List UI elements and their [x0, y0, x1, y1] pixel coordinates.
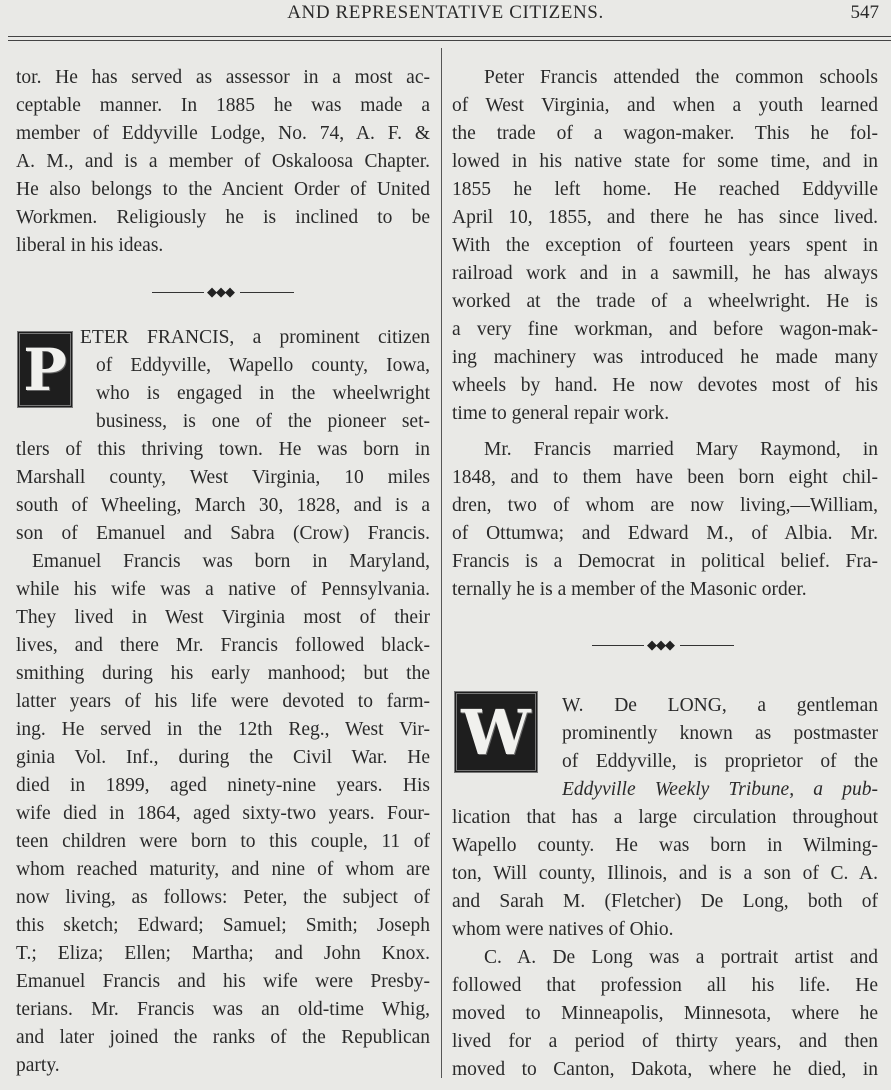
- dropcap-w: [454, 691, 538, 773]
- text-line: He also belongs to the Ancient Order of United: [16, 179, 430, 200]
- dropcap-letter: W: [461, 695, 531, 769]
- text-line: Wapello county. He was born in Wilming-: [452, 835, 878, 856]
- text-line: They lived in West Virginia most of their: [16, 607, 430, 628]
- text-line: railroad work and in a sawmill, he has always: [452, 263, 878, 284]
- running-head: AND REPRESENTATIVE CITIZENS.: [287, 2, 604, 23]
- text-line: Emanuel Francis was born in Maryland,: [32, 551, 430, 572]
- header-rule: [8, 36, 891, 37]
- text-line: T.; Eliza; Ellen; Martha; and John Knox.: [16, 943, 430, 964]
- text-line: tlers of this thriving town. He was born in: [16, 439, 430, 460]
- text-line: prominently known as postmaster: [562, 723, 878, 744]
- text-line: whom reached maturity, and nine of whom are: [16, 859, 430, 880]
- text-line: A. M., and is a member of Oskaloosa Chapter.: [16, 151, 430, 172]
- text-line: Emanuel Francis and his wife were Presby-: [16, 971, 430, 992]
- text-line: W. De LONG, a gentleman: [562, 695, 878, 716]
- text-line: ing. He served in the 12th Reg., West Vir-: [16, 719, 430, 740]
- text-line: while his wife was a native of Pennsylvania.: [16, 579, 430, 600]
- text-line: With the exception of fourteen years spent in: [452, 235, 878, 256]
- text-line: of Ottumwa; and Edward M., of Albia. Mr.: [452, 523, 878, 544]
- text-line: followed that profession all his life. He: [452, 975, 878, 996]
- text-line: this sketch; Edward; Samuel; Smith; Joseph: [16, 915, 430, 936]
- text-line: son of Emanuel and Sabra (Crow) Francis.: [16, 523, 430, 544]
- text-line: ton, Will county, Illinois, and is a son of C. A.: [452, 863, 878, 884]
- text-line: C. A. De Long was a portrait artist and: [484, 947, 878, 968]
- text-line: 1855 he left home. He reached Eddyville: [452, 179, 878, 200]
- text-line: moved to Minneapolis, Minnesota, where he: [452, 1003, 878, 1024]
- text-line: liberal in his ideas.: [16, 235, 164, 256]
- text-line: April 10, 1855, and there he has since lived.: [452, 207, 878, 228]
- text-line: wife died in 1864, aged sixty-two years. Four-: [16, 803, 430, 824]
- text-line: terians. Mr. Francis was an old-time Whig,: [16, 999, 430, 1020]
- text-line: now living, as follows: Peter, the subject of: [16, 887, 430, 908]
- text-line: of Eddyville, is proprietor of the: [562, 751, 878, 772]
- text-line: wheels by hand. He now devotes most of his: [452, 375, 878, 396]
- text-line: and Sarah M. (Fletcher) De Long, both of: [452, 891, 878, 912]
- text-line: who is engaged in the wheelwright: [96, 383, 430, 404]
- text-line: and later joined the ranks of the Republican: [16, 1027, 430, 1048]
- text-line: lication that has a large circulation throughout: [452, 807, 878, 828]
- text-line: party.: [16, 1055, 60, 1076]
- text-line: smithing during his early manhood; but the: [16, 663, 430, 684]
- section-divider-ornament: ◆◆◆: [592, 639, 734, 651]
- text-line: member of Eddyville Lodge, No. 74, A. F. &: [16, 123, 430, 144]
- text-line: tor. He has served as assessor in a most ac-: [16, 67, 430, 88]
- text-line: a very fine workman, and before wagon-mak-: [452, 319, 878, 340]
- section-divider-ornament: ◆◆◆: [152, 286, 294, 298]
- text-line: ing machinery was introduced he made many: [452, 347, 878, 368]
- text-line: Marshall county, West Virginia, 10 miles: [16, 467, 430, 488]
- text-line: ginia Vol. Inf., during the Civil War. He: [16, 747, 430, 768]
- text-line: latter years of his life were devoted to farm-: [16, 691, 430, 712]
- text-line: south of Wheeling, March 30, 1828, and is a: [16, 495, 430, 516]
- column-divider: [441, 48, 442, 1078]
- text-line: business, is one of the pioneer set-: [96, 411, 430, 432]
- text-line: ceptable manner. In 1885 he was made a: [16, 95, 430, 116]
- text-line: worked at the trade of a wheelwright. He is: [452, 291, 878, 312]
- page-number: 547: [850, 2, 879, 23]
- text-line: the trade of a wagon-maker. This he fol-: [452, 123, 878, 144]
- text-line: ETER FRANCIS, a prominent citizen: [80, 327, 430, 348]
- text-line: time to general repair work.: [452, 403, 670, 424]
- text-line: whom were natives of Ohio.: [452, 919, 674, 940]
- page-header: [0, 0, 891, 30]
- text-line: lived for a period of thirty years, and then: [452, 1031, 878, 1052]
- dropcap-letter: P: [23, 335, 67, 404]
- text-line: teen children were born to this couple, 11 of: [16, 831, 430, 852]
- text-line: lowed in his native state for some time, and in: [452, 151, 878, 172]
- text-line: 1848, and to them have been born eight chil-: [452, 467, 878, 488]
- text-line: lives, and there Mr. Francis followed black-: [16, 635, 430, 656]
- text-line: of West Virginia, and when a youth learned: [452, 95, 878, 116]
- header-rule-double: [8, 40, 891, 41]
- text-line: ternally he is a member of the Masonic order.: [452, 579, 807, 600]
- text-line: Peter Francis attended the common schools: [484, 67, 878, 88]
- text-line: died in 1899, aged ninety-nine years. His: [16, 775, 430, 796]
- text-line: Francis is a Democrat in political belief. Fra-: [452, 551, 878, 572]
- text-line: Eddyville Weekly Tribune, a pub-: [562, 779, 878, 800]
- text-line: of Eddyville, Wapello county, Iowa,: [96, 355, 430, 376]
- text-line: Workmen. Religiously he is inclined to be: [16, 207, 430, 228]
- text-line: moved to Canton, Dakota, where he died, in: [452, 1059, 878, 1080]
- text-line: Mr. Francis married Mary Raymond, in: [484, 439, 878, 460]
- text-line: dren, two of whom are now living,—William,: [452, 495, 878, 516]
- dropcap-p: [17, 331, 73, 408]
